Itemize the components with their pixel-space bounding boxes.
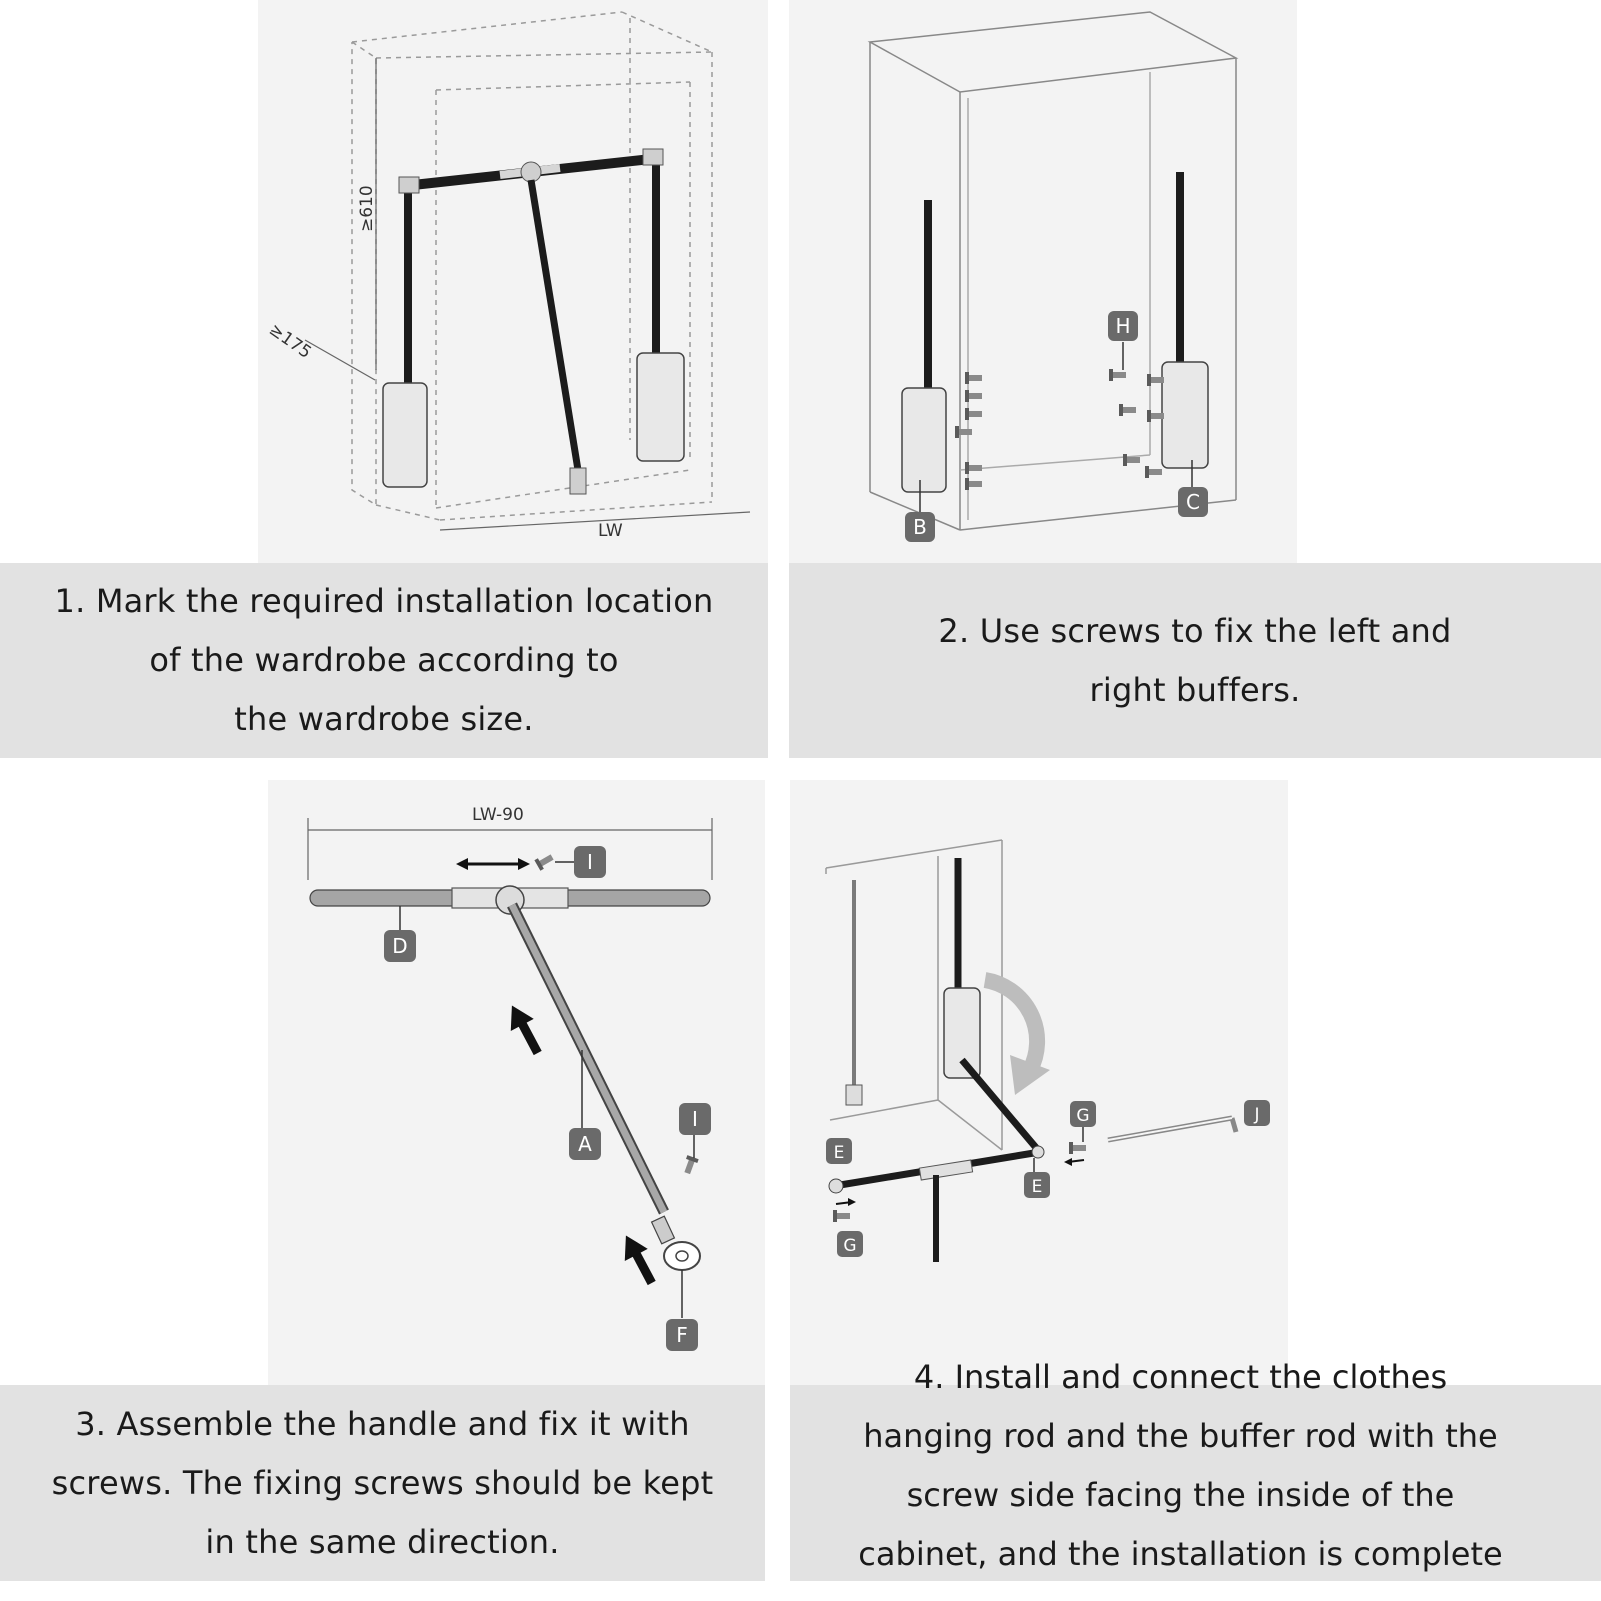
step-4-caption-line-4: cabinet, and the installation is complete xyxy=(858,1535,1503,1573)
svg-text:F: F xyxy=(676,1323,688,1347)
svg-text:E: E xyxy=(1031,1177,1043,1197)
step-3-illustration xyxy=(308,818,712,1318)
screw-g-left-icon xyxy=(833,1198,856,1222)
depth-dimension-line xyxy=(305,340,375,380)
left-buffer-b-icon xyxy=(902,200,946,515)
step-4-caption xyxy=(790,1348,1571,1584)
svg-text:A: A xyxy=(578,1132,592,1156)
wrench-j-icon xyxy=(1108,1118,1236,1140)
svg-text:C: C xyxy=(1186,490,1200,514)
handle-icon xyxy=(531,180,586,494)
double-arrow-icon xyxy=(456,858,530,870)
label-badge-e-left xyxy=(826,1138,852,1164)
label-badge-i-top xyxy=(574,846,606,878)
width-dimension-line xyxy=(440,512,750,530)
foot-f-icon xyxy=(652,1216,700,1270)
height-dimension-label: ≥610 xyxy=(357,185,377,232)
step-4-caption-line-1: 4. Install and connect the clothes xyxy=(913,1358,1448,1396)
label-badge-j xyxy=(1244,1100,1270,1126)
screws-right-icon xyxy=(1109,369,1164,478)
step-2-illustration xyxy=(870,12,1236,530)
step-1-illustration xyxy=(305,12,750,530)
label-badge-g-right xyxy=(1070,1101,1096,1127)
step-2-caption-line-2: right buffers. xyxy=(1089,670,1301,709)
right-buffer-c-icon xyxy=(1162,172,1208,490)
step-4-illustration xyxy=(826,840,1236,1262)
left-buffer-rod-icon xyxy=(846,880,862,1105)
step-3-caption-line-3: in the same direction. xyxy=(205,1522,560,1561)
svg-text:D: D xyxy=(392,934,408,958)
step-2-caption xyxy=(789,563,1601,758)
svg-text:B: B xyxy=(913,515,927,539)
depth-dimension-label: ≥175 xyxy=(265,319,315,363)
label-badge-d xyxy=(384,930,416,962)
up-arrow-lower-icon xyxy=(614,1229,662,1289)
label-badge-b xyxy=(905,512,935,542)
step-3-caption-line-1: 3. Assemble the handle and fix it with xyxy=(75,1404,690,1443)
step-1-caption-line-2: of the wardrobe according to xyxy=(149,641,619,679)
rotate-arrow-icon xyxy=(985,980,1050,1095)
label-badge-i-bottom xyxy=(679,1103,711,1135)
step-1-caption-line-1: 1. Mark the required installation location xyxy=(54,582,714,620)
width-dimension-label: LW xyxy=(598,521,623,541)
label-badge-g-left xyxy=(837,1231,863,1257)
screw-i-bottom-icon xyxy=(682,1155,699,1175)
step-2-caption-line-1: 2. Use screws to fix the left and xyxy=(938,611,1452,650)
svg-text:E: E xyxy=(833,1143,845,1163)
label-badge-h xyxy=(1108,311,1138,341)
width-dimension xyxy=(308,818,712,880)
svg-text:I: I xyxy=(587,850,593,874)
svg-text:H: H xyxy=(1115,314,1131,338)
label-badge-f xyxy=(666,1319,698,1351)
screw-i-top-icon xyxy=(534,852,555,871)
step-3-caption-line-2: screws. The fixing screws should be kept xyxy=(51,1463,714,1502)
svg-text:G: G xyxy=(1076,1106,1090,1126)
handle-a-icon xyxy=(512,905,664,1212)
right-buffer-icon xyxy=(637,160,684,461)
svg-text:I: I xyxy=(692,1107,698,1131)
svg-text:J: J xyxy=(1254,1105,1260,1125)
label-badge-c xyxy=(1178,487,1208,517)
label-badge-e-right xyxy=(1024,1172,1050,1198)
screw-g-right-icon xyxy=(1064,1142,1086,1166)
step-4-caption-line-3: screw side facing the inside of the xyxy=(906,1476,1455,1514)
left-buffer-icon xyxy=(383,188,427,487)
step-1-caption xyxy=(0,563,768,758)
label-badge-a xyxy=(569,1128,601,1160)
step-1-caption-line-3: the wardrobe size. xyxy=(234,700,534,738)
svg-text:G: G xyxy=(843,1236,857,1256)
step-4-caption-line-2: hanging rod and the buffer rod with the xyxy=(863,1417,1498,1455)
lw-90-dimension-label: LW-90 xyxy=(472,805,524,825)
step-3-caption xyxy=(0,1385,765,1581)
up-arrow-upper-icon xyxy=(500,999,548,1059)
